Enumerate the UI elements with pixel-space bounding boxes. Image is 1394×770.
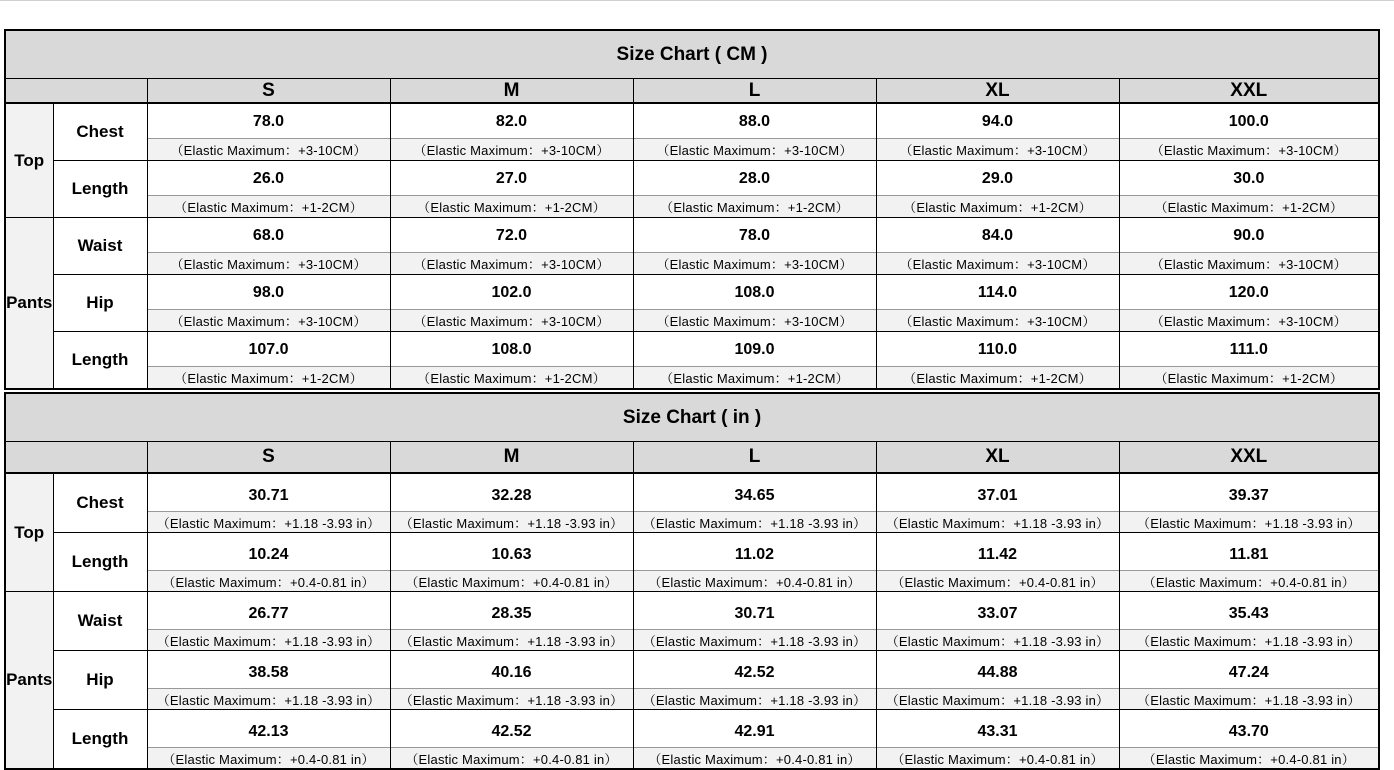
elastic-note: （Elastic Maximum：+1.18 -3.93 in） xyxy=(147,512,390,533)
elastic-note: （Elastic Maximum：+1-2CM） xyxy=(147,196,390,218)
header-blank-cell xyxy=(5,442,147,474)
elastic-note-row xyxy=(5,310,1379,332)
measurement-value: 28.35 xyxy=(390,592,633,630)
elastic-note: （Elastic Maximum：+0.4-0.81 in） xyxy=(876,748,1119,770)
elastic-note: （Elastic Maximum：+0.4-0.81 in） xyxy=(633,571,876,592)
measurement-row xyxy=(5,275,1379,310)
elastic-note: （Elastic Maximum：+1.18 -3.93 in） xyxy=(390,689,633,710)
measurement-value: 28.0 xyxy=(633,161,876,196)
chart-title: Size Chart ( in ) xyxy=(5,393,1379,442)
measurement-value: 78.0 xyxy=(633,218,876,253)
elastic-note: （Elastic Maximum：+0.4-0.81 in） xyxy=(390,571,633,592)
measurement-row xyxy=(5,161,1379,196)
measurement-value: 44.88 xyxy=(876,651,1119,689)
measurement-row xyxy=(5,473,1379,512)
size-header-xl: XL xyxy=(876,79,1119,104)
measurement-value: 98.0 xyxy=(147,275,390,310)
measurement-value: 68.0 xyxy=(147,218,390,253)
measurement-value: 42.13 xyxy=(147,710,390,748)
measurement-value: 42.91 xyxy=(633,710,876,748)
measurement-row xyxy=(5,332,1379,367)
elastic-note: （Elastic Maximum：+3-10CM） xyxy=(876,310,1119,332)
size-header-s: S xyxy=(147,79,390,104)
elastic-note: （Elastic Maximum：+0.4-0.81 in） xyxy=(390,748,633,770)
measurement-value: 43.31 xyxy=(876,710,1119,748)
elastic-note: （Elastic Maximum：+3-10CM） xyxy=(876,139,1119,161)
header-blank-cell xyxy=(5,79,147,104)
elastic-note-row xyxy=(5,571,1379,592)
elastic-note-row xyxy=(5,689,1379,710)
elastic-note: （Elastic Maximum：+3-10CM） xyxy=(633,139,876,161)
measurement-value: 30.71 xyxy=(147,473,390,512)
measurement-value: 109.0 xyxy=(633,332,876,367)
size-chart-cm xyxy=(4,29,1380,390)
measurement-value: 94.0 xyxy=(876,103,1119,139)
elastic-note: （Elastic Maximum：+1-2CM） xyxy=(1119,196,1379,218)
elastic-note: （Elastic Maximum：+3-10CM） xyxy=(147,139,390,161)
measurement-label: Chest xyxy=(53,103,147,161)
elastic-note-row xyxy=(5,253,1379,275)
measurement-value: 30.71 xyxy=(633,592,876,630)
measurement-value: 82.0 xyxy=(390,103,633,139)
elastic-note-row xyxy=(5,367,1379,390)
top-divider xyxy=(0,0,1394,1)
elastic-note: （Elastic Maximum：+1.18 -3.93 in） xyxy=(876,689,1119,710)
measurement-value: 34.65 xyxy=(633,473,876,512)
measurement-value: 10.24 xyxy=(147,533,390,571)
elastic-note: （Elastic Maximum：+1-2CM） xyxy=(147,367,390,390)
elastic-note: （Elastic Maximum：+0.4-0.81 in） xyxy=(1119,748,1379,770)
elastic-note: （Elastic Maximum：+1-2CM） xyxy=(633,367,876,390)
elastic-note: （Elastic Maximum：+0.4-0.81 in） xyxy=(147,748,390,770)
measurement-value: 47.24 xyxy=(1119,651,1379,689)
measurement-row xyxy=(5,710,1379,748)
elastic-note-row xyxy=(5,630,1379,651)
measurement-value: 43.70 xyxy=(1119,710,1379,748)
elastic-note: （Elastic Maximum：+1-2CM） xyxy=(633,196,876,218)
measurement-label: Length xyxy=(53,710,147,770)
measurement-value: 42.52 xyxy=(633,651,876,689)
elastic-note: （Elastic Maximum：+3-10CM） xyxy=(147,253,390,275)
measurement-value: 40.16 xyxy=(390,651,633,689)
elastic-note: （Elastic Maximum：+1.18 -3.93 in） xyxy=(633,512,876,533)
elastic-note: （Elastic Maximum：+1-2CM） xyxy=(876,196,1119,218)
measurement-value: 102.0 xyxy=(390,275,633,310)
measurement-value: 11.81 xyxy=(1119,533,1379,571)
measurement-label: Length xyxy=(53,332,147,390)
measurement-value: 78.0 xyxy=(147,103,390,139)
elastic-note-row xyxy=(5,139,1379,161)
measurement-value: 108.0 xyxy=(633,275,876,310)
measurement-value: 10.63 xyxy=(390,533,633,571)
elastic-note: （Elastic Maximum：+1.18 -3.93 in） xyxy=(147,689,390,710)
measurement-value: 11.42 xyxy=(876,533,1119,571)
measurement-value: 27.0 xyxy=(390,161,633,196)
measurement-label: Chest xyxy=(53,473,147,533)
measurement-label: Waist xyxy=(53,218,147,275)
group-label-top: Top xyxy=(5,473,53,592)
group-label-pants: Pants xyxy=(5,218,53,390)
measurement-row xyxy=(5,103,1379,139)
measurement-value: 38.58 xyxy=(147,651,390,689)
measurement-value: 33.07 xyxy=(876,592,1119,630)
elastic-note: （Elastic Maximum：+0.4-0.81 in） xyxy=(876,571,1119,592)
size-header-l: L xyxy=(633,442,876,474)
size-header-xxl: XXL xyxy=(1119,442,1379,474)
measurement-value: 114.0 xyxy=(876,275,1119,310)
measurement-value: 107.0 xyxy=(147,332,390,367)
measurement-label: Hip xyxy=(53,275,147,332)
measurement-value: 42.52 xyxy=(390,710,633,748)
elastic-note: （Elastic Maximum：+3-10CM） xyxy=(1119,139,1379,161)
elastic-note: （Elastic Maximum：+3-10CM） xyxy=(1119,253,1379,275)
measurement-row xyxy=(5,651,1379,689)
elastic-note: （Elastic Maximum：+3-10CM） xyxy=(390,253,633,275)
elastic-note: （Elastic Maximum：+1.18 -3.93 in） xyxy=(876,512,1119,533)
measurement-label: Waist xyxy=(53,592,147,651)
elastic-note: （Elastic Maximum：+1.18 -3.93 in） xyxy=(1119,630,1379,651)
elastic-note: （Elastic Maximum：+1.18 -3.93 in） xyxy=(876,630,1119,651)
measurement-value: 29.0 xyxy=(876,161,1119,196)
group-label-top: Top xyxy=(5,103,53,218)
measurement-row xyxy=(5,218,1379,253)
elastic-note: （Elastic Maximum：+3-10CM） xyxy=(633,310,876,332)
measurement-value: 120.0 xyxy=(1119,275,1379,310)
measurement-label: Hip xyxy=(53,651,147,710)
measurement-value: 84.0 xyxy=(876,218,1119,253)
measurement-value: 11.02 xyxy=(633,533,876,571)
elastic-note: （Elastic Maximum：+1-2CM） xyxy=(1119,367,1379,390)
measurement-value: 37.01 xyxy=(876,473,1119,512)
elastic-note: （Elastic Maximum：+1.18 -3.93 in） xyxy=(390,630,633,651)
size-header-l: L xyxy=(633,79,876,104)
measurement-value: 90.0 xyxy=(1119,218,1379,253)
group-label-pants: Pants xyxy=(5,592,53,770)
size-header-s: S xyxy=(147,442,390,474)
measurement-label: Length xyxy=(53,161,147,218)
measurement-value: 35.43 xyxy=(1119,592,1379,630)
elastic-note: （Elastic Maximum：+1.18 -3.93 in） xyxy=(1119,689,1379,710)
measurement-value: 110.0 xyxy=(876,332,1119,367)
elastic-note-row xyxy=(5,196,1379,218)
chart-title: Size Chart ( CM ) xyxy=(5,30,1379,79)
elastic-note: （Elastic Maximum：+1.18 -3.93 in） xyxy=(147,630,390,651)
elastic-note: （Elastic Maximum：+1-2CM） xyxy=(876,367,1119,390)
elastic-note: （Elastic Maximum：+3-10CM） xyxy=(1119,310,1379,332)
elastic-note: （Elastic Maximum：+1.18 -3.93 in） xyxy=(633,630,876,651)
measurement-label: Length xyxy=(53,533,147,592)
elastic-note: （Elastic Maximum：+0.4-0.81 in） xyxy=(633,748,876,770)
size-header-xl: XL xyxy=(876,442,1119,474)
size-header-m: M xyxy=(390,442,633,474)
elastic-note: （Elastic Maximum：+1.18 -3.93 in） xyxy=(1119,512,1379,533)
elastic-note: （Elastic Maximum：+3-10CM） xyxy=(390,310,633,332)
elastic-note: （Elastic Maximum：+1.18 -3.93 in） xyxy=(633,689,876,710)
measurement-value: 88.0 xyxy=(633,103,876,139)
measurement-value: 30.0 xyxy=(1119,161,1379,196)
size-header-xxl: XXL xyxy=(1119,79,1379,104)
elastic-note: （Elastic Maximum：+1.18 -3.93 in） xyxy=(390,512,633,533)
measurement-value: 100.0 xyxy=(1119,103,1379,139)
measurement-value: 26.0 xyxy=(147,161,390,196)
elastic-note: （Elastic Maximum：+1-2CM） xyxy=(390,196,633,218)
measurement-value: 72.0 xyxy=(390,218,633,253)
elastic-note: （Elastic Maximum：+3-10CM） xyxy=(147,310,390,332)
elastic-note: （Elastic Maximum：+1-2CM） xyxy=(390,367,633,390)
elastic-note-row xyxy=(5,512,1379,533)
size-chart-in xyxy=(4,392,1380,770)
measurement-value: 39.37 xyxy=(1119,473,1379,512)
measurement-row xyxy=(5,533,1379,571)
elastic-note: （Elastic Maximum：+3-10CM） xyxy=(633,253,876,275)
elastic-note: （Elastic Maximum：+3-10CM） xyxy=(390,139,633,161)
measurement-value: 32.28 xyxy=(390,473,633,512)
measurement-value: 111.0 xyxy=(1119,332,1379,367)
elastic-note: （Elastic Maximum：+3-10CM） xyxy=(876,253,1119,275)
size-header-m: M xyxy=(390,79,633,104)
measurement-row xyxy=(5,592,1379,630)
elastic-note: （Elastic Maximum：+0.4-0.81 in） xyxy=(147,571,390,592)
measurement-value: 108.0 xyxy=(390,332,633,367)
elastic-note: （Elastic Maximum：+0.4-0.81 in） xyxy=(1119,571,1379,592)
measurement-value: 26.77 xyxy=(147,592,390,630)
